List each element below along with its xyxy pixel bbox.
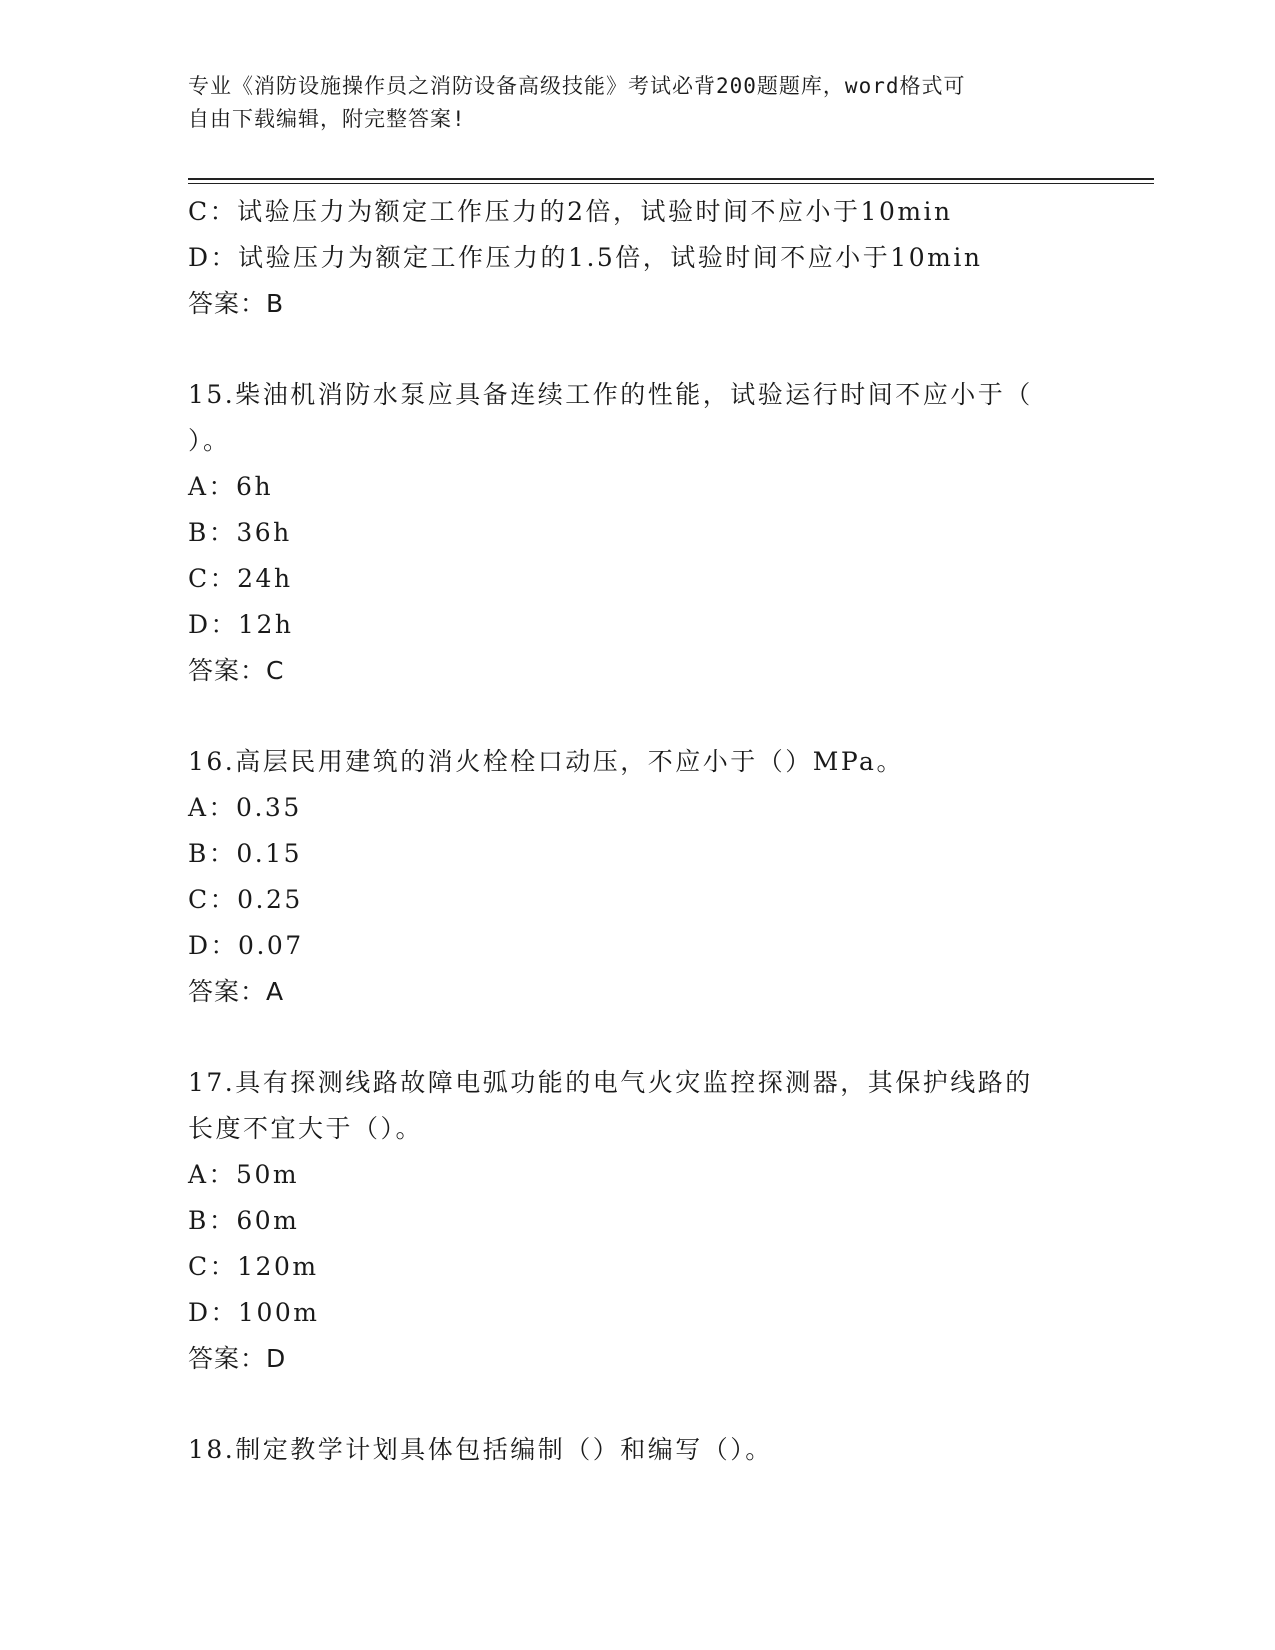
- option-d: D：100m: [188, 1298, 320, 1327]
- question-title-cont: 长度不宜大于（）。: [188, 1114, 424, 1143]
- question-title: 15.柴油机消防水泵应具备连续工作的性能，试验运行时间不应小于（: [188, 380, 1033, 409]
- option-d: D：12h: [188, 610, 294, 639]
- spacer: [188, 1382, 1108, 1427]
- spacer: [188, 1015, 1108, 1060]
- previous-question-tail: [188, 189, 1108, 327]
- option-a: A：6h: [188, 472, 274, 501]
- question-title: 18.制定教学计划具体包括编制（）和编写（）。: [188, 1435, 773, 1464]
- document-header: [188, 70, 1088, 136]
- header-line-1: 专业《消防设施操作员之消防设备高级技能》考试必背200题题库，word格式可: [188, 74, 966, 98]
- document-body: [188, 189, 1108, 1473]
- answer-line: 答案：D: [188, 1344, 287, 1373]
- answer-line: 答案：C: [188, 656, 285, 685]
- question-18: [188, 1427, 1108, 1473]
- option-d: D：试验压力为额定工作压力的1.5倍，试验时间不应小于10min: [188, 243, 983, 272]
- option-c: C：24h: [188, 564, 293, 593]
- option-c: C：0.25: [188, 885, 303, 914]
- option-a: A：0.35: [188, 793, 302, 822]
- question-title-cont: ）。: [188, 426, 231, 455]
- option-b: B：60m: [188, 1206, 300, 1235]
- option-b: B：36h: [188, 518, 292, 547]
- option-c: C：120m: [188, 1252, 319, 1281]
- question-15: [188, 372, 1108, 694]
- answer-line: 答案：A: [188, 977, 285, 1006]
- spacer: [188, 694, 1108, 739]
- option-b: B：0.15: [188, 839, 303, 868]
- question-title: 17.具有探测线路故障电弧功能的电气火灾监控探测器，其保护线路的: [188, 1068, 1033, 1097]
- header-line-2: 自由下载编辑，附完整答案!: [188, 107, 466, 131]
- question-title: 16.高层民用建筑的消火栓栓口动压，不应小于（）MPa。: [188, 747, 904, 776]
- option-d: D：0.07: [188, 931, 304, 960]
- spacer: [188, 327, 1108, 372]
- header-divider: [188, 178, 1154, 184]
- question-16: [188, 739, 1108, 1015]
- answer-line: 答案：B: [188, 289, 285, 318]
- question-17: [188, 1060, 1108, 1382]
- option-c: C：试验压力为额定工作压力的2倍，试验时间不应小于10min: [188, 197, 953, 226]
- option-a: A：50m: [188, 1160, 300, 1189]
